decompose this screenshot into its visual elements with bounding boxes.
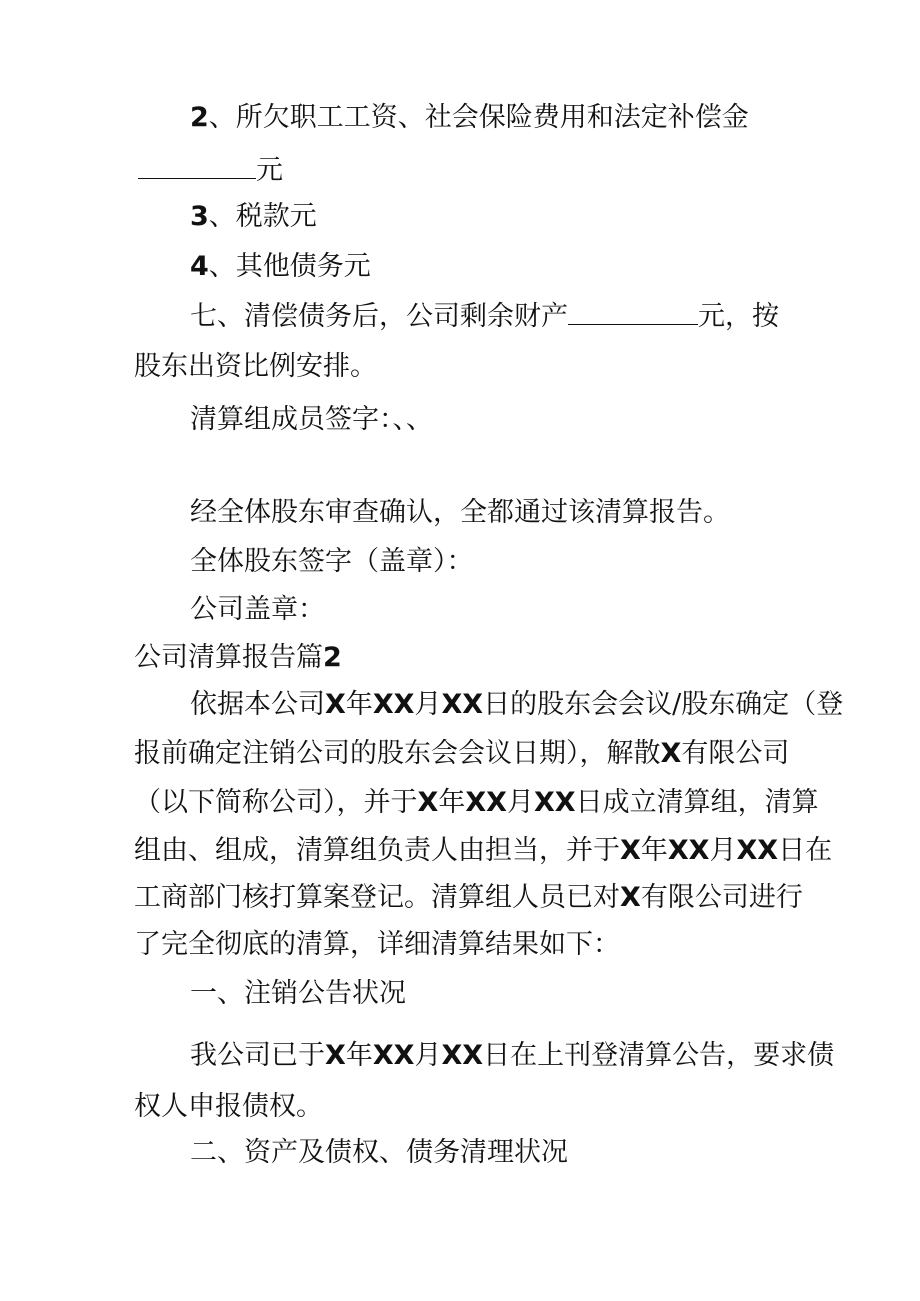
paragraph-1-line-4	[134, 833, 832, 869]
text-run: 日在上刊登清算公告，要求债	[483, 1040, 835, 1071]
placeholder-x: X	[660, 738, 682, 769]
text-run: 组由、组成，清算组负责人由担当，并于	[134, 835, 620, 866]
text-run: 年	[438, 787, 466, 818]
placeholder-x: X	[417, 787, 439, 818]
section-heading	[134, 640, 342, 676]
text-run: 工商部门核打算案登记。清算组人员已对	[134, 882, 620, 913]
text-run: 年	[345, 1040, 373, 1071]
text-run: 有限公司进行	[640, 882, 803, 913]
item-text: 、所欠职工工资、社会保险费用和法定补偿金	[208, 102, 749, 133]
heading-number: 2	[323, 642, 342, 673]
subheading-text: 一、注销公告状况	[190, 978, 406, 1009]
placeholder-xx: XX	[533, 787, 576, 818]
item-7-line	[190, 298, 779, 335]
text-run: 日成立清算组，清算	[575, 787, 819, 818]
paragraph-1-line-3	[134, 785, 819, 821]
text-run: 日在	[778, 835, 833, 866]
text-run: 有限公司	[681, 738, 790, 769]
blank-underline	[138, 152, 256, 179]
item-text: 、税款元	[208, 201, 317, 232]
item-2-line	[190, 100, 749, 136]
placeholder-xx: XX	[736, 835, 779, 866]
item-text: 、其他债务元	[208, 251, 371, 282]
confirm-text: 经全体股东审查确认，全都通过该清算报告。	[190, 497, 730, 528]
shareholder-confirm	[190, 495, 730, 531]
sign-text: 全体股东签字（盖章）：	[190, 546, 474, 577]
text-run: 报前确定注销公司的股东会会议日期），解散	[134, 738, 661, 769]
text-run: 我公司已于	[190, 1040, 325, 1071]
item-number: 2	[190, 102, 209, 133]
item-text-end: 元，按	[698, 301, 779, 332]
item-2-amount-line	[138, 152, 283, 189]
text-run: 年	[345, 689, 373, 720]
placeholder-x: X	[620, 882, 641, 913]
text-run: （以下简称公司），并于	[134, 787, 418, 818]
signature-text: 清算组成员签字：、、	[190, 404, 433, 435]
item-number: 4	[190, 251, 209, 282]
placeholder-xx: XX	[372, 1040, 415, 1071]
paragraph-2-line-1	[190, 1038, 834, 1074]
item-4-line	[190, 249, 371, 285]
text-run: 年	[640, 835, 668, 866]
item-number: 3	[190, 201, 209, 232]
text-run: 了完全彻底的清算，详细清算结果如下：	[134, 929, 620, 960]
item-text: 股东出资比例安排。	[134, 351, 377, 382]
placeholder-x: X	[325, 689, 346, 720]
placeholder-xx: XX	[441, 689, 484, 720]
text-run: 月	[709, 835, 737, 866]
placeholder-x: X	[325, 1040, 346, 1071]
shareholder-sign	[190, 544, 474, 580]
item-7-continuation	[134, 349, 377, 385]
paragraph-1-line-6	[134, 927, 620, 963]
text-run: 月	[414, 1040, 442, 1071]
subheading-text: 二、资产及债权、债务清理状况	[190, 1137, 568, 1168]
placeholder-x: X	[620, 835, 641, 866]
text-run: 日的股东会会议/股东确定（登	[483, 689, 844, 720]
placeholder-xx: XX	[372, 689, 415, 720]
placeholder-xx: XX	[465, 787, 507, 818]
text-run: 权人申报债权。	[134, 1091, 323, 1122]
placeholder-xx: XX	[441, 1040, 484, 1071]
company-seal	[190, 592, 325, 628]
signature-members	[190, 402, 433, 438]
text-run: 月	[506, 787, 534, 818]
unit-text: 元	[256, 155, 283, 186]
item-text: 七、清偿债务后，公司剩余财产	[190, 301, 568, 332]
text-run: 月	[414, 689, 442, 720]
paragraph-1-line-2	[134, 736, 789, 772]
subheading-1	[190, 976, 406, 1012]
subheading-2	[190, 1135, 568, 1171]
placeholder-xx: XX	[667, 835, 710, 866]
paragraph-1-line-5	[134, 880, 803, 916]
paragraph-2-line-2	[134, 1089, 323, 1125]
paragraph-1-line-1	[190, 687, 843, 723]
seal-text: 公司盖章：	[190, 594, 325, 625]
heading-text: 公司清算报告篇	[134, 642, 323, 673]
blank-underline	[568, 298, 698, 325]
text-run: 依据本公司	[190, 689, 325, 720]
item-3-line	[190, 199, 317, 235]
